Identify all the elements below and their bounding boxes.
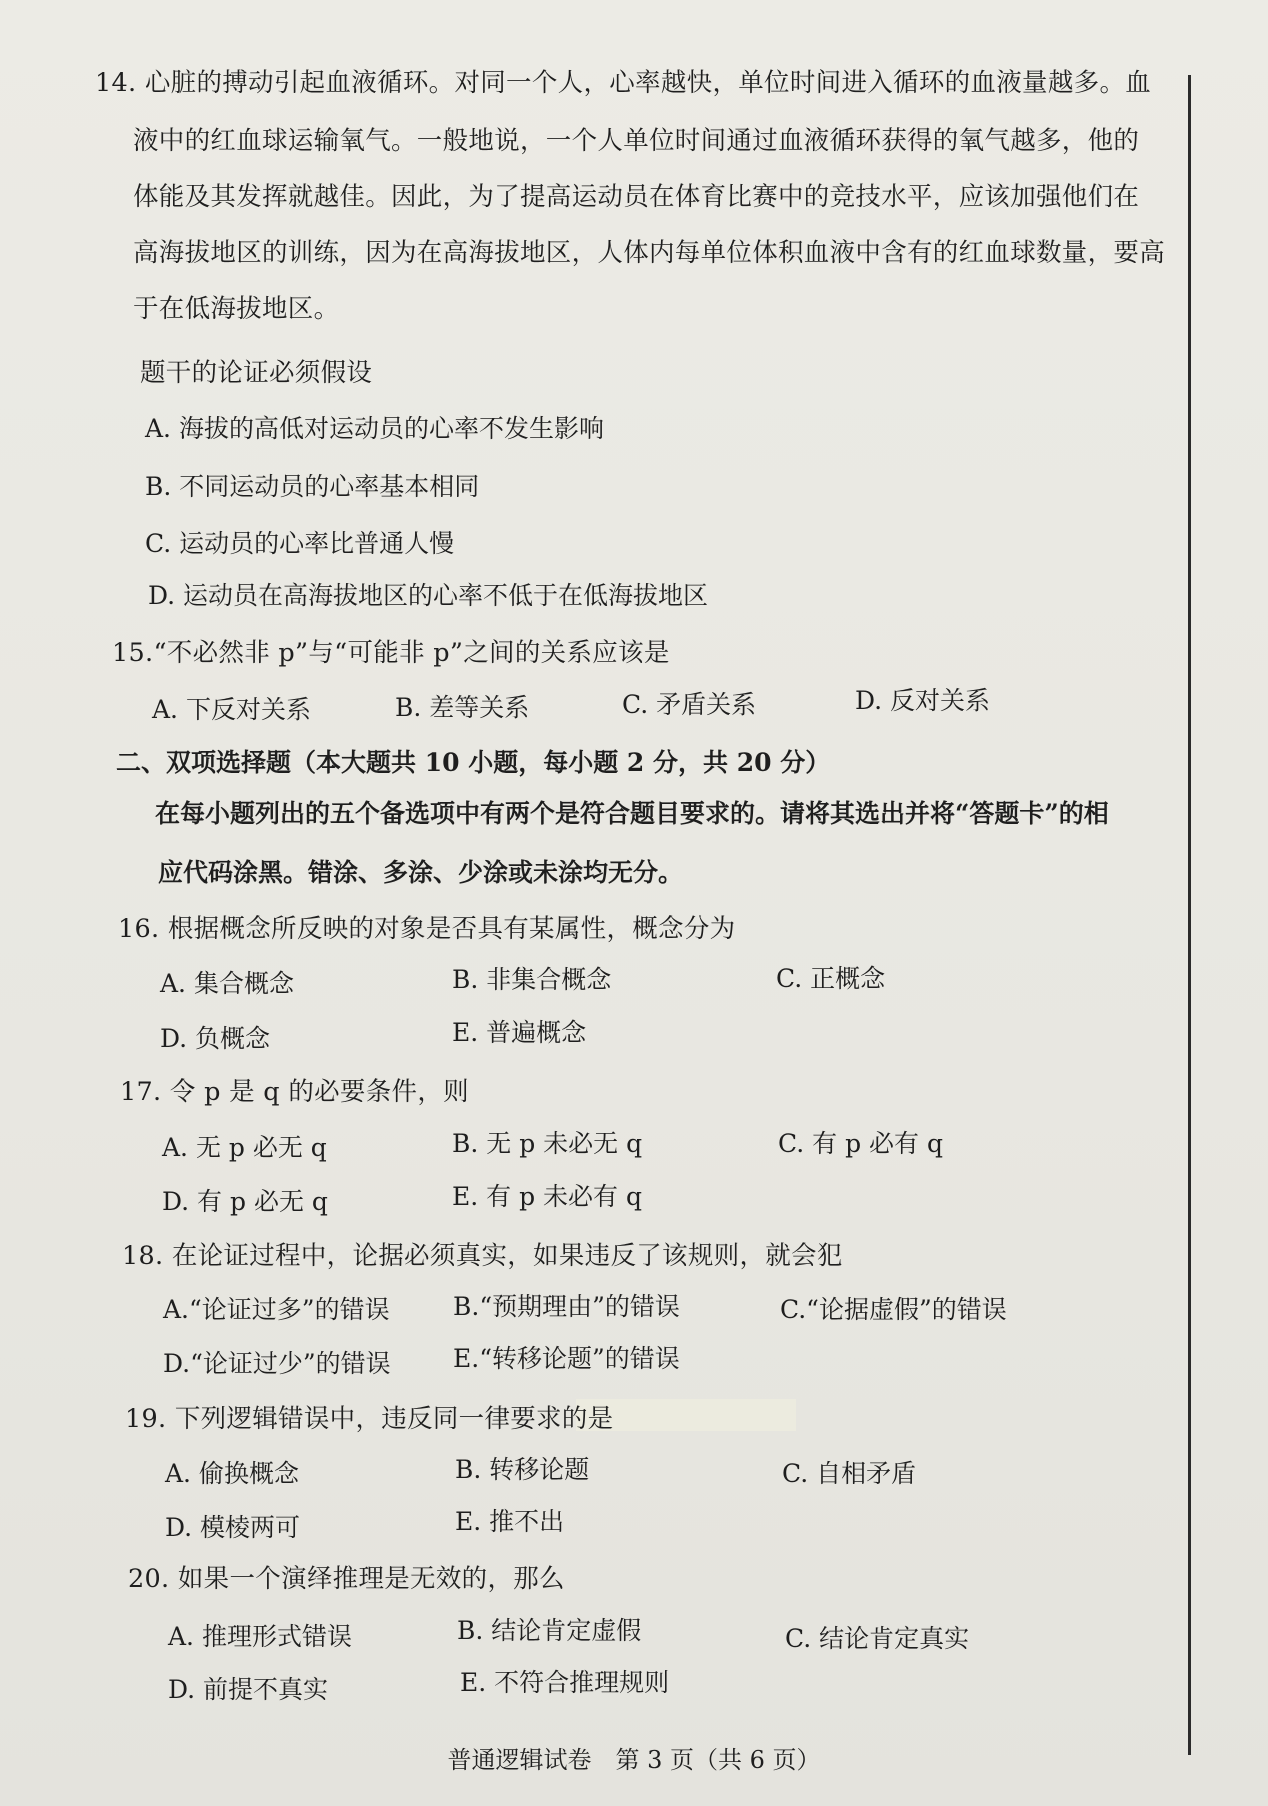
q14-line-3: 体能及其发挥就越佳。因此，为了提高运动员在体育比赛中的竞技水平，应该加强他们在 [133,182,1140,212]
q16-option-b: B. 非集合概念 [452,965,612,994]
q17-option-b: B. 无 p 未必无 q [452,1129,643,1158]
section-2-instruction-1: 在每小题列出的五个备选项中有两个是符合题目要求的。请将其选出并将“答题卡”的相 [155,799,1109,828]
q20-option-d: D. 前提不真实 [168,1675,329,1704]
q17-option-e: E. 有 p 未必有 q [452,1182,642,1211]
q14-option-d: D. 运动员在高海拔地区的心率不低于在低海拔地区 [148,581,709,610]
q18-option-b: B.“预期理由”的错误 [453,1292,680,1321]
q14-line-5: 于在低海拔地区。 [133,294,340,324]
q14-prompt: 题干的论证必须假设 [140,358,373,388]
q18-option-e: E.“转移论题”的错误 [453,1344,680,1373]
q16-option-a: A. 集合概念 [160,969,294,998]
section-2-instruction-2: 应代码涂黑。错涂、多涂、少涂或未涂均无分。 [158,858,684,887]
q15-option-d: D. 反对关系 [855,686,991,715]
q16-option-d: D. 负概念 [160,1024,271,1053]
q14-line-2: 液中的红血球运输氧气。一般地说，一个人单位时间通过血液循环获得的氧气越多，他的 [133,126,1140,156]
q16-stem: 16. 根据概念所反映的对象是否具有某属性，概念分为 [118,914,736,944]
q20-option-b: B. 结论肯定虚假 [457,1616,642,1645]
q19-option-d: D. 模棱两可 [165,1513,301,1542]
q20-option-e: E. 不符合推理规则 [460,1668,670,1697]
q17-option-a: A. 无 p 必无 q [162,1133,327,1162]
q15-option-b: B. 差等关系 [395,693,530,722]
q18-option-d: D.“论证过少”的错误 [163,1349,391,1378]
q17-stem: 17. 令 p 是 q 的必要条件，则 [120,1077,469,1107]
q14-option-b: B. 不同运动员的心率基本相同 [145,472,480,501]
q15-option-c: C. 矛盾关系 [622,690,757,719]
margin-rule [1188,75,1191,1755]
q16-option-c: C. 正概念 [776,964,886,993]
q19-option-a: A. 偷换概念 [165,1459,299,1488]
q14-line-4: 高海拔地区的训练，因为在高海拔地区，人体内每单位体积血液中含有的红血球数量，要高 [133,238,1166,268]
section-2-title: 二、双项选择题（本大题共 10 小题，每小题 2 分，共 20 分） [116,748,831,777]
q15-stem: 15.“不必然非 p”与“可能非 p”之间的关系应该是 [112,638,670,668]
q15-option-a: A. 下反对关系 [152,695,311,724]
q18-stem: 18. 在论证过程中，论据必须真实，如果违反了该规则，就会犯 [122,1241,843,1271]
q18-option-a: A.“论证过多”的错误 [163,1295,390,1324]
q14-option-a: A. 海拔的高低对运动员的心率不发生影响 [145,414,604,443]
q16-option-e: E. 普遍概念 [452,1018,587,1047]
q20-stem: 20. 如果一个演绎推理是无效的，那么 [128,1564,565,1594]
q19-option-e: E. 推不出 [455,1507,565,1536]
q18-option-c: C.“论据虚假”的错误 [780,1295,1007,1324]
q19-stem: 19. 下列逻辑错误中，违反同一律要求的是 [125,1404,614,1434]
q14-option-c: C. 运动员的心率比普通人慢 [145,529,455,558]
q17-option-d: D. 有 p 必无 q [162,1187,328,1216]
q17-option-c: C. 有 p 必有 q [778,1129,943,1158]
q14-line-1: 14. 心脏的搏动引起血液循环。对同一个人，心率越快，单位时间进入循环的血液量越多。血 [95,68,1152,98]
q20-option-c: C. 结论肯定真实 [785,1624,970,1653]
q20-option-a: A. 推理形式错误 [168,1622,352,1651]
q19-option-c: C. 自相矛盾 [782,1459,917,1488]
q19-option-b: B. 转移论题 [455,1455,590,1484]
page-footer: 普通逻辑试卷 第 3 页（共 6 页） [447,1746,821,1774]
